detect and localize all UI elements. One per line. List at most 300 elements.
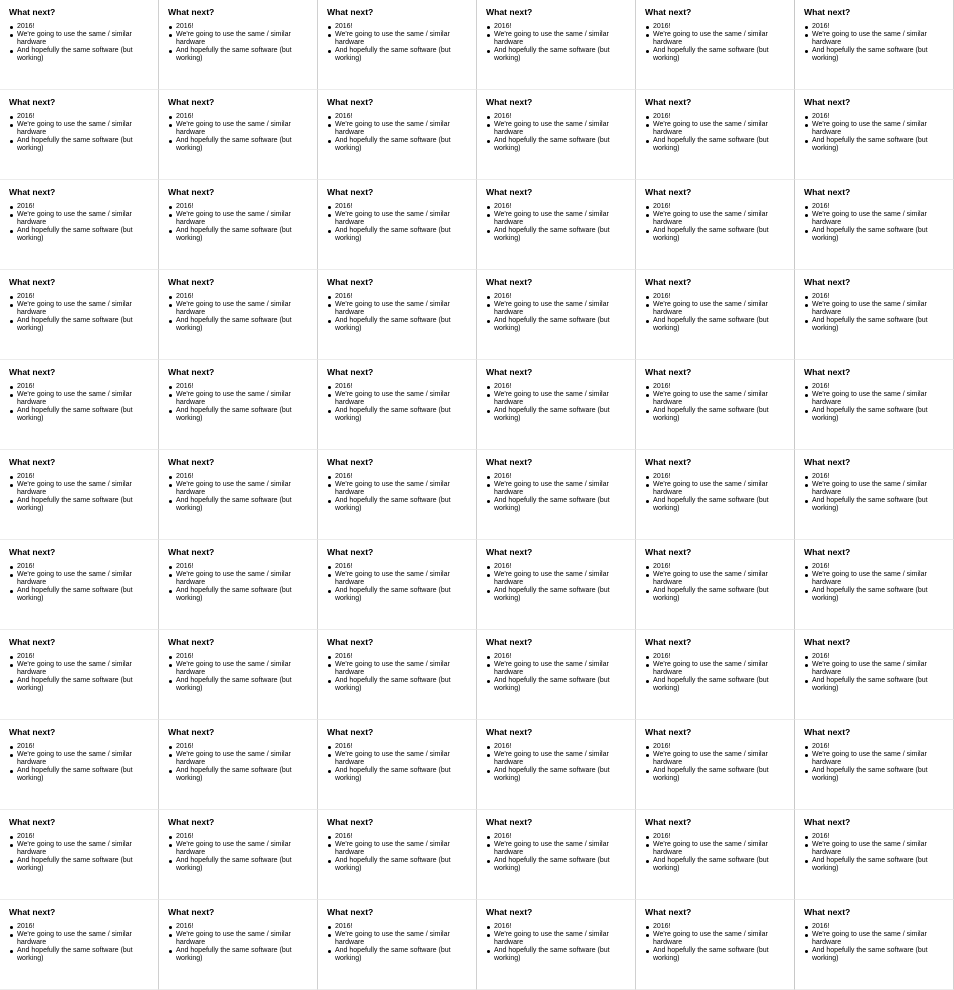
bullet-item: And hopefully the same software (but working): [486, 857, 629, 873]
bullet-item: And hopefully the same software (but working): [327, 857, 470, 873]
bullet-item: And hopefully the same software (but working): [9, 137, 152, 153]
slide-title: What next?: [804, 907, 851, 917]
bullet-item: 2016!: [9, 203, 152, 211]
slide-thumbnail[interactable]: [636, 720, 795, 810]
bullet-item: 2016!: [327, 563, 470, 571]
bullet-item: We're going to use the same / similar hardware: [486, 31, 629, 47]
bullet-item: We're going to use the same / similar hardware: [645, 481, 788, 497]
bullet-item: 2016!: [804, 923, 947, 931]
bullet-item: 2016!: [486, 653, 629, 661]
bullet-item: 2016!: [168, 293, 311, 301]
slide-thumbnail[interactable]: [318, 0, 477, 90]
bullet-item: And hopefully the same software (but working): [804, 47, 947, 63]
bullet-list: [804, 833, 947, 873]
bullet-item: We're going to use the same / similar hardware: [645, 841, 788, 857]
bullet-item: We're going to use the same / similar hardware: [327, 121, 470, 137]
slide-thumbnail[interactable]: [477, 810, 636, 900]
slide-title: What next?: [804, 7, 851, 17]
bullet-item: 2016!: [645, 113, 788, 121]
bullet-item: We're going to use the same / similar hardware: [9, 481, 152, 497]
slide-title: What next?: [327, 637, 374, 647]
bullet-list: [486, 473, 629, 513]
slide-thumbnail[interactable]: [795, 540, 954, 630]
bullet-item: And hopefully the same software (but working): [804, 137, 947, 153]
bullet-item: 2016!: [327, 653, 470, 661]
slide-title: What next?: [327, 727, 374, 737]
bullet-item: 2016!: [804, 383, 947, 391]
bullet-list: [327, 203, 470, 243]
slide-thumbnail[interactable]: [795, 810, 954, 900]
bullet-item: 2016!: [645, 743, 788, 751]
bullet-item: We're going to use the same / similar hardware: [168, 751, 311, 767]
bullet-list: [645, 743, 788, 783]
slide-thumbnail[interactable]: [318, 180, 477, 270]
slide-thumbnail[interactable]: [795, 720, 954, 810]
bullet-item: And hopefully the same software (but working): [645, 317, 788, 333]
bullet-item: 2016!: [486, 383, 629, 391]
slide-thumbnail[interactable]: [477, 90, 636, 180]
bullet-item: 2016!: [645, 653, 788, 661]
bullet-item: We're going to use the same / similar hardware: [486, 661, 629, 677]
slide-thumbnail[interactable]: [159, 360, 318, 450]
slide-thumbnail[interactable]: [318, 270, 477, 360]
bullet-item: 2016!: [327, 473, 470, 481]
bullet-item: We're going to use the same / similar hardware: [168, 301, 311, 317]
slide-title: What next?: [486, 727, 533, 737]
slide-thumbnail[interactable]: [477, 900, 636, 990]
slide-thumbnail[interactable]: [159, 540, 318, 630]
bullet-item: We're going to use the same / similar hardware: [9, 751, 152, 767]
slide-thumbnail[interactable]: [477, 0, 636, 90]
bullet-item: 2016!: [804, 203, 947, 211]
bullet-list: [168, 923, 311, 963]
bullet-item: We're going to use the same / similar hardware: [804, 661, 947, 677]
bullet-item: We're going to use the same / similar hardware: [486, 301, 629, 317]
bullet-item: We're going to use the same / similar hardware: [168, 121, 311, 137]
bullet-list: [804, 203, 947, 243]
bullet-item: We're going to use the same / similar hardware: [9, 931, 152, 947]
bullet-item: 2016!: [804, 833, 947, 841]
bullet-item: We're going to use the same / similar hardware: [9, 841, 152, 857]
bullet-list: [9, 383, 152, 423]
bullet-list: [9, 23, 152, 63]
bullet-item: 2016!: [327, 833, 470, 841]
slide-thumbnail[interactable]: [0, 0, 159, 90]
slide-thumbnail[interactable]: [636, 360, 795, 450]
slide-thumbnail[interactable]: [636, 810, 795, 900]
slide-title: What next?: [9, 7, 56, 17]
slide-thumbnail[interactable]: [159, 720, 318, 810]
bullet-item: And hopefully the same software (but working): [645, 137, 788, 153]
slide-thumbnail[interactable]: [0, 450, 159, 540]
slide-title: What next?: [645, 187, 692, 197]
bullet-item: We're going to use the same / similar hardware: [168, 931, 311, 947]
bullet-item: We're going to use the same / similar hardware: [645, 751, 788, 767]
bullet-item: And hopefully the same software (but working): [645, 767, 788, 783]
slide-title: What next?: [9, 637, 56, 647]
bullet-item: 2016!: [168, 473, 311, 481]
bullet-item: And hopefully the same software (but working): [645, 857, 788, 873]
bullet-item: 2016!: [804, 653, 947, 661]
bullet-item: And hopefully the same software (but working): [168, 137, 311, 153]
slide-thumbnail[interactable]: [0, 180, 159, 270]
bullet-item: 2016!: [327, 23, 470, 31]
slide-thumbnail[interactable]: [318, 540, 477, 630]
bullet-item: We're going to use the same / similar hardware: [327, 841, 470, 857]
slide-title: What next?: [327, 187, 374, 197]
bullet-item: We're going to use the same / similar hardware: [645, 391, 788, 407]
slide-title: What next?: [168, 277, 215, 287]
slide-title: What next?: [804, 187, 851, 197]
bullet-item: And hopefully the same software (but working): [327, 587, 470, 603]
bullet-item: 2016!: [645, 203, 788, 211]
slide-thumbnail[interactable]: [636, 180, 795, 270]
bullet-item: 2016!: [9, 563, 152, 571]
bullet-item: 2016!: [645, 293, 788, 301]
bullet-item: 2016!: [327, 743, 470, 751]
bullet-item: We're going to use the same / similar hardware: [168, 31, 311, 47]
bullet-list: [327, 473, 470, 513]
bullet-item: And hopefully the same software (but working): [168, 407, 311, 423]
slide-thumbnail[interactable]: [318, 90, 477, 180]
slide-title: What next?: [486, 187, 533, 197]
bullet-list: [804, 653, 947, 693]
bullet-item: 2016!: [9, 23, 152, 31]
bullet-list: [645, 113, 788, 153]
slide-title: What next?: [168, 187, 215, 197]
bullet-list: [9, 923, 152, 963]
bullet-item: We're going to use the same / similar hardware: [327, 571, 470, 587]
bullet-list: [327, 383, 470, 423]
bullet-item: We're going to use the same / similar hardware: [645, 121, 788, 137]
slide-thumbnail[interactable]: [318, 720, 477, 810]
bullet-item: And hopefully the same software (but working): [9, 497, 152, 513]
slide-thumbnail[interactable]: [0, 810, 159, 900]
bullet-item: And hopefully the same software (but working): [645, 497, 788, 513]
bullet-item: We're going to use the same / similar hardware: [168, 211, 311, 227]
bullet-list: [804, 563, 947, 603]
bullet-item: We're going to use the same / similar hardware: [804, 31, 947, 47]
bullet-item: We're going to use the same / similar hardware: [9, 301, 152, 317]
slide-title: What next?: [645, 637, 692, 647]
bullet-item: We're going to use the same / similar hardware: [645, 931, 788, 947]
bullet-item: And hopefully the same software (but working): [804, 767, 947, 783]
bullet-item: And hopefully the same software (but working): [327, 137, 470, 153]
slide-title: What next?: [486, 97, 533, 107]
slide-thumbnail[interactable]: [0, 90, 159, 180]
bullet-item: 2016!: [168, 23, 311, 31]
bullet-item: And hopefully the same software (but working): [327, 947, 470, 963]
bullet-item: We're going to use the same / similar hardware: [168, 391, 311, 407]
bullet-item: We're going to use the same / similar hardware: [327, 301, 470, 317]
bullet-item: And hopefully the same software (but working): [9, 407, 152, 423]
bullet-list: [168, 653, 311, 693]
slide-thumbnail[interactable]: [795, 630, 954, 720]
bullet-list: [645, 923, 788, 963]
bullet-list: [486, 113, 629, 153]
bullet-item: 2016!: [168, 833, 311, 841]
bullet-item: And hopefully the same software (but working): [168, 497, 311, 513]
slide-title: What next?: [168, 367, 215, 377]
bullet-item: And hopefully the same software (but working): [168, 47, 311, 63]
slide-title: What next?: [645, 97, 692, 107]
slide-title: What next?: [804, 547, 851, 557]
bullet-list: [486, 203, 629, 243]
bullet-item: 2016!: [486, 113, 629, 121]
bullet-item: And hopefully the same software (but working): [486, 407, 629, 423]
slide-thumbnail[interactable]: [0, 270, 159, 360]
slide-thumbnail[interactable]: [0, 630, 159, 720]
slide-thumbnail[interactable]: [795, 180, 954, 270]
slide-thumbnail[interactable]: [795, 450, 954, 540]
bullet-item: We're going to use the same / similar hardware: [327, 751, 470, 767]
slide-thumbnail[interactable]: [795, 0, 954, 90]
bullet-list: [486, 23, 629, 63]
bullet-list: [168, 743, 311, 783]
bullet-item: And hopefully the same software (but working): [327, 227, 470, 243]
bullet-list: [327, 23, 470, 63]
slide-thumbnail[interactable]: [477, 450, 636, 540]
slide-thumbnail[interactable]: [159, 270, 318, 360]
slide-title: What next?: [327, 277, 374, 287]
bullet-item: 2016!: [645, 473, 788, 481]
slide-title: What next?: [645, 817, 692, 827]
bullet-item: We're going to use the same / similar hardware: [804, 571, 947, 587]
bullet-item: 2016!: [9, 113, 152, 121]
slide-title: What next?: [327, 97, 374, 107]
bullet-list: [645, 653, 788, 693]
slide-thumbnail[interactable]: [159, 0, 318, 90]
bullet-item: We're going to use the same / similar hardware: [804, 211, 947, 227]
slide-title: What next?: [486, 7, 533, 17]
bullet-item: We're going to use the same / similar hardware: [645, 301, 788, 317]
slide-thumbnail[interactable]: [636, 630, 795, 720]
slide-title: What next?: [804, 367, 851, 377]
bullet-item: And hopefully the same software (but working): [168, 227, 311, 243]
bullet-item: We're going to use the same / similar hardware: [486, 751, 629, 767]
bullet-item: 2016!: [327, 923, 470, 931]
slide-thumbnail[interactable]: [318, 810, 477, 900]
bullet-item: We're going to use the same / similar hardware: [9, 661, 152, 677]
bullet-list: [645, 203, 788, 243]
bullet-list: [168, 23, 311, 63]
slide-thumbnail[interactable]: [159, 630, 318, 720]
bullet-item: We're going to use the same / similar hardware: [327, 661, 470, 677]
bullet-item: And hopefully the same software (but working): [9, 227, 152, 243]
bullet-item: 2016!: [9, 923, 152, 931]
bullet-item: 2016!: [804, 473, 947, 481]
slide-title: What next?: [9, 817, 56, 827]
slide-thumbnail[interactable]: [0, 720, 159, 810]
slide-thumbnail[interactable]: [795, 900, 954, 990]
bullet-list: [168, 383, 311, 423]
bullet-item: And hopefully the same software (but working): [9, 767, 152, 783]
slide-thumbnail[interactable]: [795, 90, 954, 180]
slide-thumbnail[interactable]: [477, 720, 636, 810]
slide-thumbnail[interactable]: [636, 540, 795, 630]
bullet-item: 2016!: [168, 383, 311, 391]
slide-title: What next?: [486, 547, 533, 557]
bullet-item: 2016!: [645, 563, 788, 571]
bullet-item: And hopefully the same software (but working): [327, 317, 470, 333]
bullet-item: 2016!: [804, 113, 947, 121]
slide-thumbnail[interactable]: [795, 360, 954, 450]
bullet-item: We're going to use the same / similar hardware: [168, 481, 311, 497]
bullet-item: 2016!: [168, 203, 311, 211]
bullet-item: We're going to use the same / similar hardware: [804, 931, 947, 947]
slide-thumbnail[interactable]: [477, 360, 636, 450]
bullet-item: And hopefully the same software (but working): [804, 587, 947, 603]
bullet-item: We're going to use the same / similar hardware: [804, 391, 947, 407]
slide-title: What next?: [327, 547, 374, 557]
slide-thumbnail[interactable]: [159, 450, 318, 540]
bullet-item: We're going to use the same / similar hardware: [804, 481, 947, 497]
bullet-item: And hopefully the same software (but working): [327, 497, 470, 513]
bullet-item: 2016!: [9, 293, 152, 301]
slide-thumbnail[interactable]: [477, 630, 636, 720]
bullet-item: And hopefully the same software (but working): [9, 587, 152, 603]
slide-title: What next?: [168, 457, 215, 467]
slide-thumbnail[interactable]: [159, 90, 318, 180]
bullet-list: [804, 113, 947, 153]
slide-thumbnail[interactable]: [477, 270, 636, 360]
bullet-item: 2016!: [486, 743, 629, 751]
bullet-list: [486, 563, 629, 603]
bullet-list: [486, 383, 629, 423]
slide-thumbnail[interactable]: [636, 0, 795, 90]
slide-thumbnail[interactable]: [477, 540, 636, 630]
slide-thumbnail[interactable]: [0, 900, 159, 990]
slide-title: What next?: [9, 187, 56, 197]
bullet-list: [327, 293, 470, 333]
bullet-list: [168, 113, 311, 153]
bullet-list: [645, 383, 788, 423]
bullet-list: [804, 743, 947, 783]
slide-title: What next?: [486, 637, 533, 647]
bullet-item: 2016!: [486, 23, 629, 31]
bullet-item: We're going to use the same / similar hardware: [645, 571, 788, 587]
bullet-item: And hopefully the same software (but working): [645, 587, 788, 603]
slide-thumbnail[interactable]: [636, 900, 795, 990]
bullet-item: 2016!: [486, 203, 629, 211]
bullet-list: [804, 383, 947, 423]
slide-thumbnail[interactable]: [159, 810, 318, 900]
bullet-list: [645, 473, 788, 513]
slide-thumbnail[interactable]: [0, 360, 159, 450]
bullet-list: [9, 203, 152, 243]
slide-thumbnail[interactable]: [159, 180, 318, 270]
slide-thumbnail[interactable]: [318, 450, 477, 540]
slide-title: What next?: [486, 277, 533, 287]
bullet-item: 2016!: [486, 923, 629, 931]
bullet-list: [645, 23, 788, 63]
slide-title: What next?: [327, 817, 374, 827]
bullet-item: And hopefully the same software (but working): [168, 767, 311, 783]
bullet-item: 2016!: [168, 923, 311, 931]
bullet-item: We're going to use the same / similar hardware: [9, 571, 152, 587]
bullet-list: [327, 743, 470, 783]
slide-thumbnail[interactable]: [318, 900, 477, 990]
bullet-item: We're going to use the same / similar hardware: [327, 931, 470, 947]
bullet-list: [9, 473, 152, 513]
bullet-item: We're going to use the same / similar hardware: [9, 31, 152, 47]
bullet-list: [168, 563, 311, 603]
bullet-item: 2016!: [486, 563, 629, 571]
slide-title: What next?: [645, 277, 692, 287]
bullet-item: And hopefully the same software (but working): [168, 947, 311, 963]
slide-title: What next?: [9, 907, 56, 917]
bullet-list: [645, 833, 788, 873]
bullet-item: And hopefully the same software (but working): [9, 677, 152, 693]
bullet-item: And hopefully the same software (but working): [804, 227, 947, 243]
bullet-list: [327, 563, 470, 603]
bullet-item: 2016!: [804, 563, 947, 571]
bullet-item: And hopefully the same software (but working): [486, 47, 629, 63]
bullet-item: And hopefully the same software (but working): [804, 407, 947, 423]
slide-title: What next?: [486, 817, 533, 827]
bullet-item: And hopefully the same software (but working): [9, 317, 152, 333]
slide-thumbnail[interactable]: [318, 360, 477, 450]
slide-title: What next?: [168, 907, 215, 917]
slide-title: What next?: [9, 367, 56, 377]
bullet-item: 2016!: [486, 473, 629, 481]
slide-title: What next?: [804, 817, 851, 827]
bullet-item: We're going to use the same / similar hardware: [645, 211, 788, 227]
bullet-item: We're going to use the same / similar hardware: [327, 481, 470, 497]
slide-thumbnail[interactable]: [795, 270, 954, 360]
bullet-list: [486, 833, 629, 873]
bullet-item: And hopefully the same software (but working): [168, 317, 311, 333]
slide-title: What next?: [804, 277, 851, 287]
bullet-item: And hopefully the same software (but working): [645, 227, 788, 243]
bullet-item: We're going to use the same / similar hardware: [486, 121, 629, 137]
slide-thumbnail[interactable]: [318, 630, 477, 720]
slide-thumbnail[interactable]: [636, 90, 795, 180]
bullet-item: And hopefully the same software (but working): [645, 407, 788, 423]
bullet-list: [9, 113, 152, 153]
bullet-item: We're going to use the same / similar hardware: [327, 211, 470, 227]
slide-title: What next?: [9, 547, 56, 557]
slide-thumbnail[interactable]: [159, 900, 318, 990]
bullet-item: And hopefully the same software (but working): [168, 677, 311, 693]
slide-thumbnail[interactable]: [477, 180, 636, 270]
bullet-item: 2016!: [168, 653, 311, 661]
bullet-item: 2016!: [804, 743, 947, 751]
bullet-item: We're going to use the same / similar hardware: [9, 211, 152, 227]
bullet-item: We're going to use the same / similar hardware: [804, 841, 947, 857]
bullet-item: And hopefully the same software (but working): [486, 137, 629, 153]
bullet-item: 2016!: [804, 293, 947, 301]
bullet-item: 2016!: [327, 383, 470, 391]
bullet-item: We're going to use the same / similar hardware: [645, 661, 788, 677]
slide-thumbnail[interactable]: [0, 540, 159, 630]
slide-thumbnail[interactable]: [636, 450, 795, 540]
bullet-list: [486, 743, 629, 783]
bullet-item: We're going to use the same / similar hardware: [804, 301, 947, 317]
bullet-list: [804, 473, 947, 513]
slide-title: What next?: [486, 457, 533, 467]
bullet-item: 2016!: [486, 833, 629, 841]
bullet-item: And hopefully the same software (but working): [327, 677, 470, 693]
slide-thumbnail[interactable]: [636, 270, 795, 360]
bullet-item: We're going to use the same / similar hardware: [486, 571, 629, 587]
bullet-item: 2016!: [9, 833, 152, 841]
bullet-list: [327, 653, 470, 693]
slide-title: What next?: [9, 727, 56, 737]
bullet-item: And hopefully the same software (but working): [804, 497, 947, 513]
bullet-item: 2016!: [168, 563, 311, 571]
bullet-item: We're going to use the same / similar hardware: [645, 31, 788, 47]
